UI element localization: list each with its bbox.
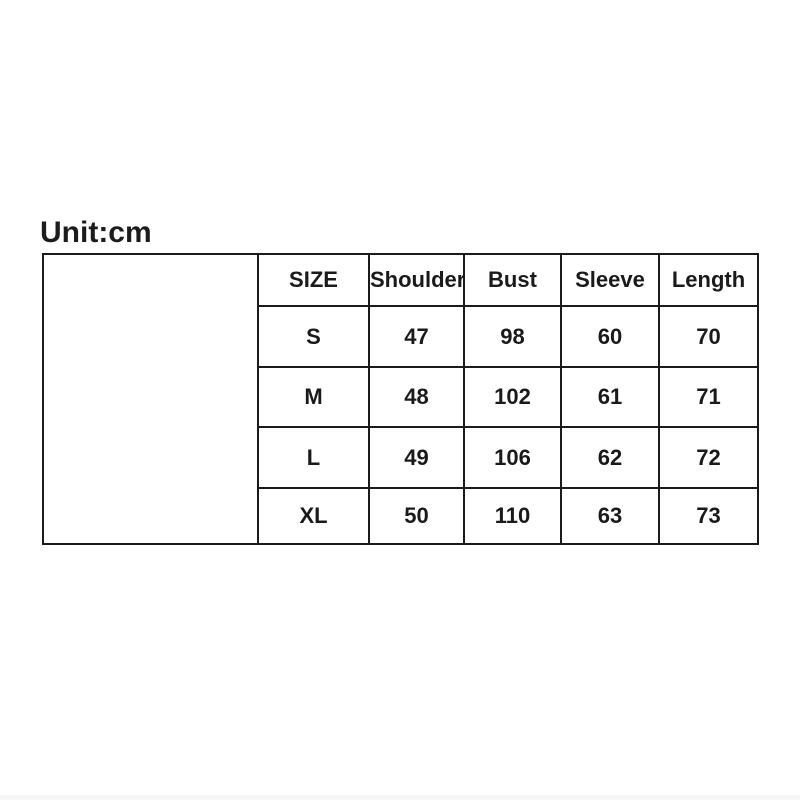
header-cell-shoulder: Shoulder [369,254,464,306]
value-cell-shoulder: 48 [369,367,464,427]
size-chart-table [42,253,759,545]
header-cell-size: SIZE [258,254,369,306]
value-cell-sleeve: 62 [561,427,659,488]
header-cell-bust: Bust [464,254,561,306]
value-cell-length: 71 [659,367,758,427]
size-cell: L [258,427,369,488]
table-header-row [43,254,758,306]
unit-label: Unit:cm [40,216,152,249]
value-cell-sleeve: 63 [561,488,659,544]
value-cell-shoulder: 47 [369,306,464,367]
value-cell-length: 73 [659,488,758,544]
value-cell-shoulder: 50 [369,488,464,544]
value-cell-bust: 110 [464,488,561,544]
product-image-cell [43,254,258,544]
value-cell-sleeve: 60 [561,306,659,367]
value-cell-sleeve: 61 [561,367,659,427]
value-cell-bust: 106 [464,427,561,488]
value-cell-length: 72 [659,427,758,488]
bottom-edge-strip [0,795,800,800]
size-cell: M [258,367,369,427]
value-cell-bust: 98 [464,306,561,367]
value-cell-length: 70 [659,306,758,367]
size-cell: S [258,306,369,367]
value-cell-shoulder: 49 [369,427,464,488]
header-cell-length: Length [659,254,758,306]
size-cell: XL [258,488,369,544]
header-cell-sleeve: Sleeve [561,254,659,306]
value-cell-bust: 102 [464,367,561,427]
